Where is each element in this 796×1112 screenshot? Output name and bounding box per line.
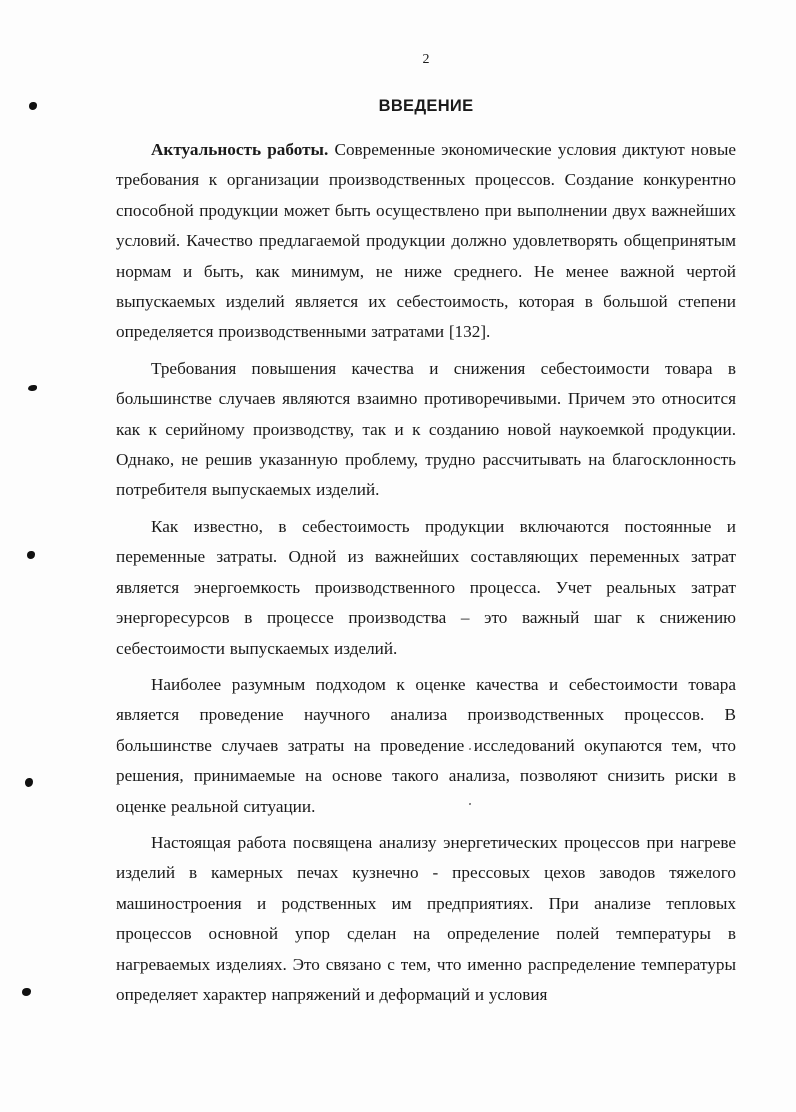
paragraph	[116, 512, 736, 664]
scan-speck	[27, 551, 35, 559]
body-text	[116, 135, 736, 1010]
paragraph-relevance	[116, 135, 736, 348]
scan-speck	[28, 385, 37, 391]
scan-speck	[25, 778, 33, 787]
scan-speck	[22, 988, 31, 996]
paragraph-text: Настоящая работа посвящена анализу энергетических процессов при нагреве изделий в камерных печах кузнечно - прессовых цехов заводов тяжелого машиностроения и родственных им предприятиях. При анализе тепловых процессов основной упор сделан на определение полей температуры в нагреваемых изделиях. Это связано с тем, что именно распределение температуры определяет характер напряжений и деформаций и условия	[116, 832, 736, 1004]
paragraph	[116, 354, 736, 506]
paragraph-text: Наиболее разумным подходом к оценке качества и себестоимости товара является проведение научного анализа производственных процессов. В большинстве случаев затраты на проведение исследований окупаются тем, что решения, принимаемые на основе такого анализа, позволяют снизить риски в оценке реальной ситуации.	[116, 674, 736, 816]
paragraph-lead: Актуальность работы.	[151, 140, 329, 159]
paragraph-text: Требования повышения качества и снижения себестоимости товара в большинстве случаев являются взаимно противоречивыми. Причем это относится как к серийному производству, так и к созданию новой наукоемкой продукции. Однако, не решив указанную проблему, трудно рассчитывать на благосклонность потребителя выпускаемых изделий.	[116, 358, 736, 500]
section-heading: ВВЕДЕНИЕ	[378, 97, 474, 115]
paragraph-text: Современные экономические условия диктуют новые требования к организации производственных процессов. Создание конкурентно способной продукции может быть осуществлено при выполнении двух важнейших условий. Качество предлагаемой продукции должно удовлетворять общепринятым нормам и быть, как минимум, не ниже среднего. Не менее важной чертой выпускаемых изделий является их себестоимость, которая в большой степени определяется производственными затратами [132].	[116, 140, 737, 342]
paragraph-text: Как известно, в себестоимость продукции включаются постоянные и переменные затраты. Одной из важнейших составляющих переменных затрат является энергоемкость производственного процесса. Учет реальных затрат энергоресурсов в процессе производства – это важный шаг к снижению себестоимости выпускаемых изделий.	[116, 516, 736, 658]
page-number: 2	[422, 52, 430, 67]
paragraph	[116, 828, 736, 1010]
paragraph	[116, 670, 736, 822]
